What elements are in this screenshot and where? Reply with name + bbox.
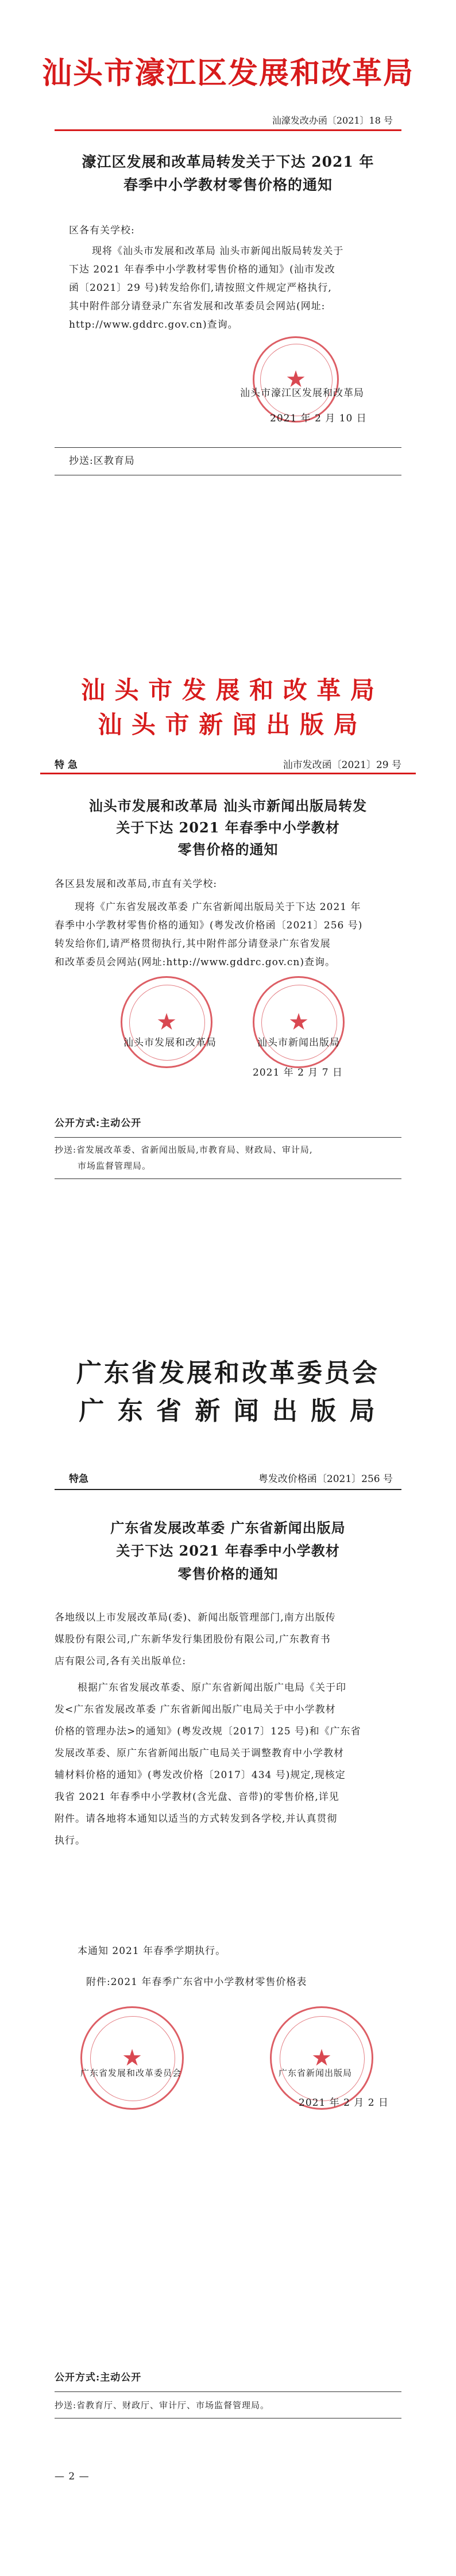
doc2-cc-line: 市场监督管理局。	[78, 1161, 152, 1171]
doc1-title-line2: 春季中小学教材零售价格的通知	[123, 176, 333, 193]
doc1-title-line1: 濠江区发展和改革局转发关于下达 2021 年	[82, 153, 374, 170]
doc3-signer-2: 广东省新闻出版局	[279, 2068, 353, 2078]
doc3-para-line: 执行。	[55, 1835, 86, 1846]
doc3-page-number: — 2 —	[55, 2471, 90, 2482]
doc2-signer-1: 汕头市发展和改革局	[123, 1037, 217, 1049]
doc3-para-line: 我省 2021 年春季中小学教材(含光盘、音带)的零售价格,详见	[55, 1791, 339, 1803]
doc2-salutation: 各区县发展和改革局,市直有关学校:	[55, 878, 218, 890]
doc2-para-line: 春季中小学教材零售价格的通知》(粤发改价格函〔2021〕256 号)	[55, 920, 363, 931]
doc3-signer-1: 广东省发展和改革委员会	[80, 2068, 182, 2078]
doc2-title-line2: 关于下达 2021 年春季中小学教材	[116, 819, 340, 836]
doc2-cc-line: 抄送:省发展改革委、省新闻出版局,市教育局、财政局、审计局,	[55, 1145, 313, 1155]
doc3-doc-number: 粤发改价格函〔2021〕256 号	[258, 1473, 393, 1485]
doc1-signer: 汕头市濠江区发展和改革局	[240, 387, 364, 399]
doc3-title-line3: 零售价格的通知	[177, 1565, 279, 1582]
doc2-date: 2021 年 2 月 7 日	[253, 1067, 343, 1078]
doc1-para-line: 现将《汕头市发展和改革局 汕头市新闻出版局转发关于	[92, 245, 344, 257]
doc1-divider	[55, 447, 401, 448]
doc2-title-line3: 零售价格的通知	[177, 841, 279, 858]
doc3-urgency: 特急	[69, 1473, 88, 1485]
doc2-signer-2: 汕头市新闻出版局	[257, 1037, 340, 1049]
doc1-official-seal: ★	[253, 336, 339, 423]
doc1-salutation: 区各有关学校:	[69, 225, 135, 236]
doc3-page	[0, 1299, 456, 2576]
doc3-cc: 抄送:省教育厅、财政厅、审计厅、市场监督管理局。	[55, 2400, 270, 2410]
doc1-doc-number: 汕濠发改办函〔2021〕18 号	[272, 115, 393, 126]
doc3-date: 2021 年 2 月 2 日	[299, 2097, 389, 2109]
doc3-header-line2: 广 东 省 新 闻 出 版 局	[79, 1396, 377, 1426]
doc3-disclosure: 公开方式:主动公开	[55, 2372, 142, 2383]
doc3-effective: 本通知 2021 年春季学期执行。	[78, 1945, 226, 1957]
doc3-salutation-line: 各地级以上市发展改革局(委)、新闻出版管理部门,南方出版传	[55, 1612, 336, 1623]
doc1-para-line: 下达 2021 年春季中小学教材零售价格的通知》(汕市发改	[69, 264, 335, 275]
doc3-official-seal-1: ★	[80, 2006, 184, 2110]
doc2-para-line: 转发给你们,请严格贯彻执行,其中附件部分请登录广东省发展	[55, 938, 331, 950]
doc2-official-seal-2: ★	[253, 976, 345, 1068]
doc1-red-rule	[55, 129, 401, 131]
doc2-official-seal-1: ★	[121, 976, 212, 1068]
doc3-attachment: 附件:2021 年春季广东省中小学教材零售价格表	[86, 1976, 307, 1988]
doc1-date: 2021 年 2 月 10 日	[270, 413, 367, 424]
doc3-salutation-line: 店有限公司,各有关出版单位:	[55, 1656, 187, 1667]
doc1-page	[0, 0, 456, 627]
doc2-para-line: 和改革委员会网站(网址:http://www.gddrc.gov.cn)查询。	[55, 957, 335, 968]
doc1-para-line: 函〔2021〕29 号)转发给你们,请按照文件规定严格执行,	[69, 282, 332, 294]
doc2-header-line2: 汕 头 市 新 闻 出 版 局	[98, 711, 358, 739]
doc3-para-line: 价格的管理办法>的通知》(粤发改规〔2017〕125 号)和《广东省	[55, 1726, 361, 1737]
doc1-cc: 抄送:区教育局	[69, 455, 135, 467]
doc2-divider	[55, 1137, 401, 1138]
doc2-para-line: 现将《广东省发展改革委 广东省新闻出版局关于下达 2021 年	[75, 901, 361, 913]
doc2-red-rule	[40, 773, 416, 774]
doc1-header: 汕头市濠江区发展和改革局	[41, 56, 414, 91]
doc3-para-line: 根据广东省发展改革委、原广东省新闻出版广电局《关于印	[78, 1682, 346, 1694]
doc1-para-line: http://www.gddrc.gov.cn)查询。	[69, 319, 238, 331]
doc2-disclosure: 公开方式:主动公开	[55, 1118, 142, 1129]
doc2-header-line1: 汕 头 市 发 展 和 改 革 局	[81, 676, 375, 704]
doc2-title-line1: 汕头市发展和改革局 汕头市新闻出版局转发	[88, 797, 368, 814]
doc3-rule	[55, 1489, 401, 1490]
doc3-para-line: 发<广东省发展改革委 广东省新闻出版广电局关于中小学教材	[55, 1704, 336, 1715]
doc3-title-line2: 关于下达 2021 年春季中小学教材	[116, 1542, 340, 1559]
doc3-para-line: 附件。请各地将本通知以适当的方式转发到各学校,并认真贯彻	[55, 1813, 338, 1825]
doc3-divider	[55, 2391, 401, 2392]
doc3-header-line1: 广东省发展和改革委员会	[76, 1358, 380, 1388]
doc3-para-line: 辅材料价格的通知》(粤发改价格〔2017〕434 号)规定,现核定	[55, 1769, 346, 1781]
doc2-doc-number: 汕市发改函〔2021〕29 号	[283, 759, 401, 771]
doc2-divider	[55, 1178, 401, 1179]
doc3-para-line: 发展改革委、原广东省新闻出版广电局关于调整教育中小学教材	[55, 1748, 344, 1759]
doc3-official-seal-2: ★	[270, 2006, 373, 2110]
doc2-urgency: 特 急	[55, 759, 78, 771]
doc2-page	[0, 627, 456, 1299]
doc3-title-line1: 广东省发展改革委 广东省新闻出版局	[110, 1519, 346, 1536]
doc1-para-line: 其中附件部分请登录广东省发展和改革委员会网站(网址:	[69, 301, 326, 312]
doc3-salutation-line: 媒股份有限公司,广东新华发行集团股份有限公司,广东教育书	[55, 1634, 331, 1645]
